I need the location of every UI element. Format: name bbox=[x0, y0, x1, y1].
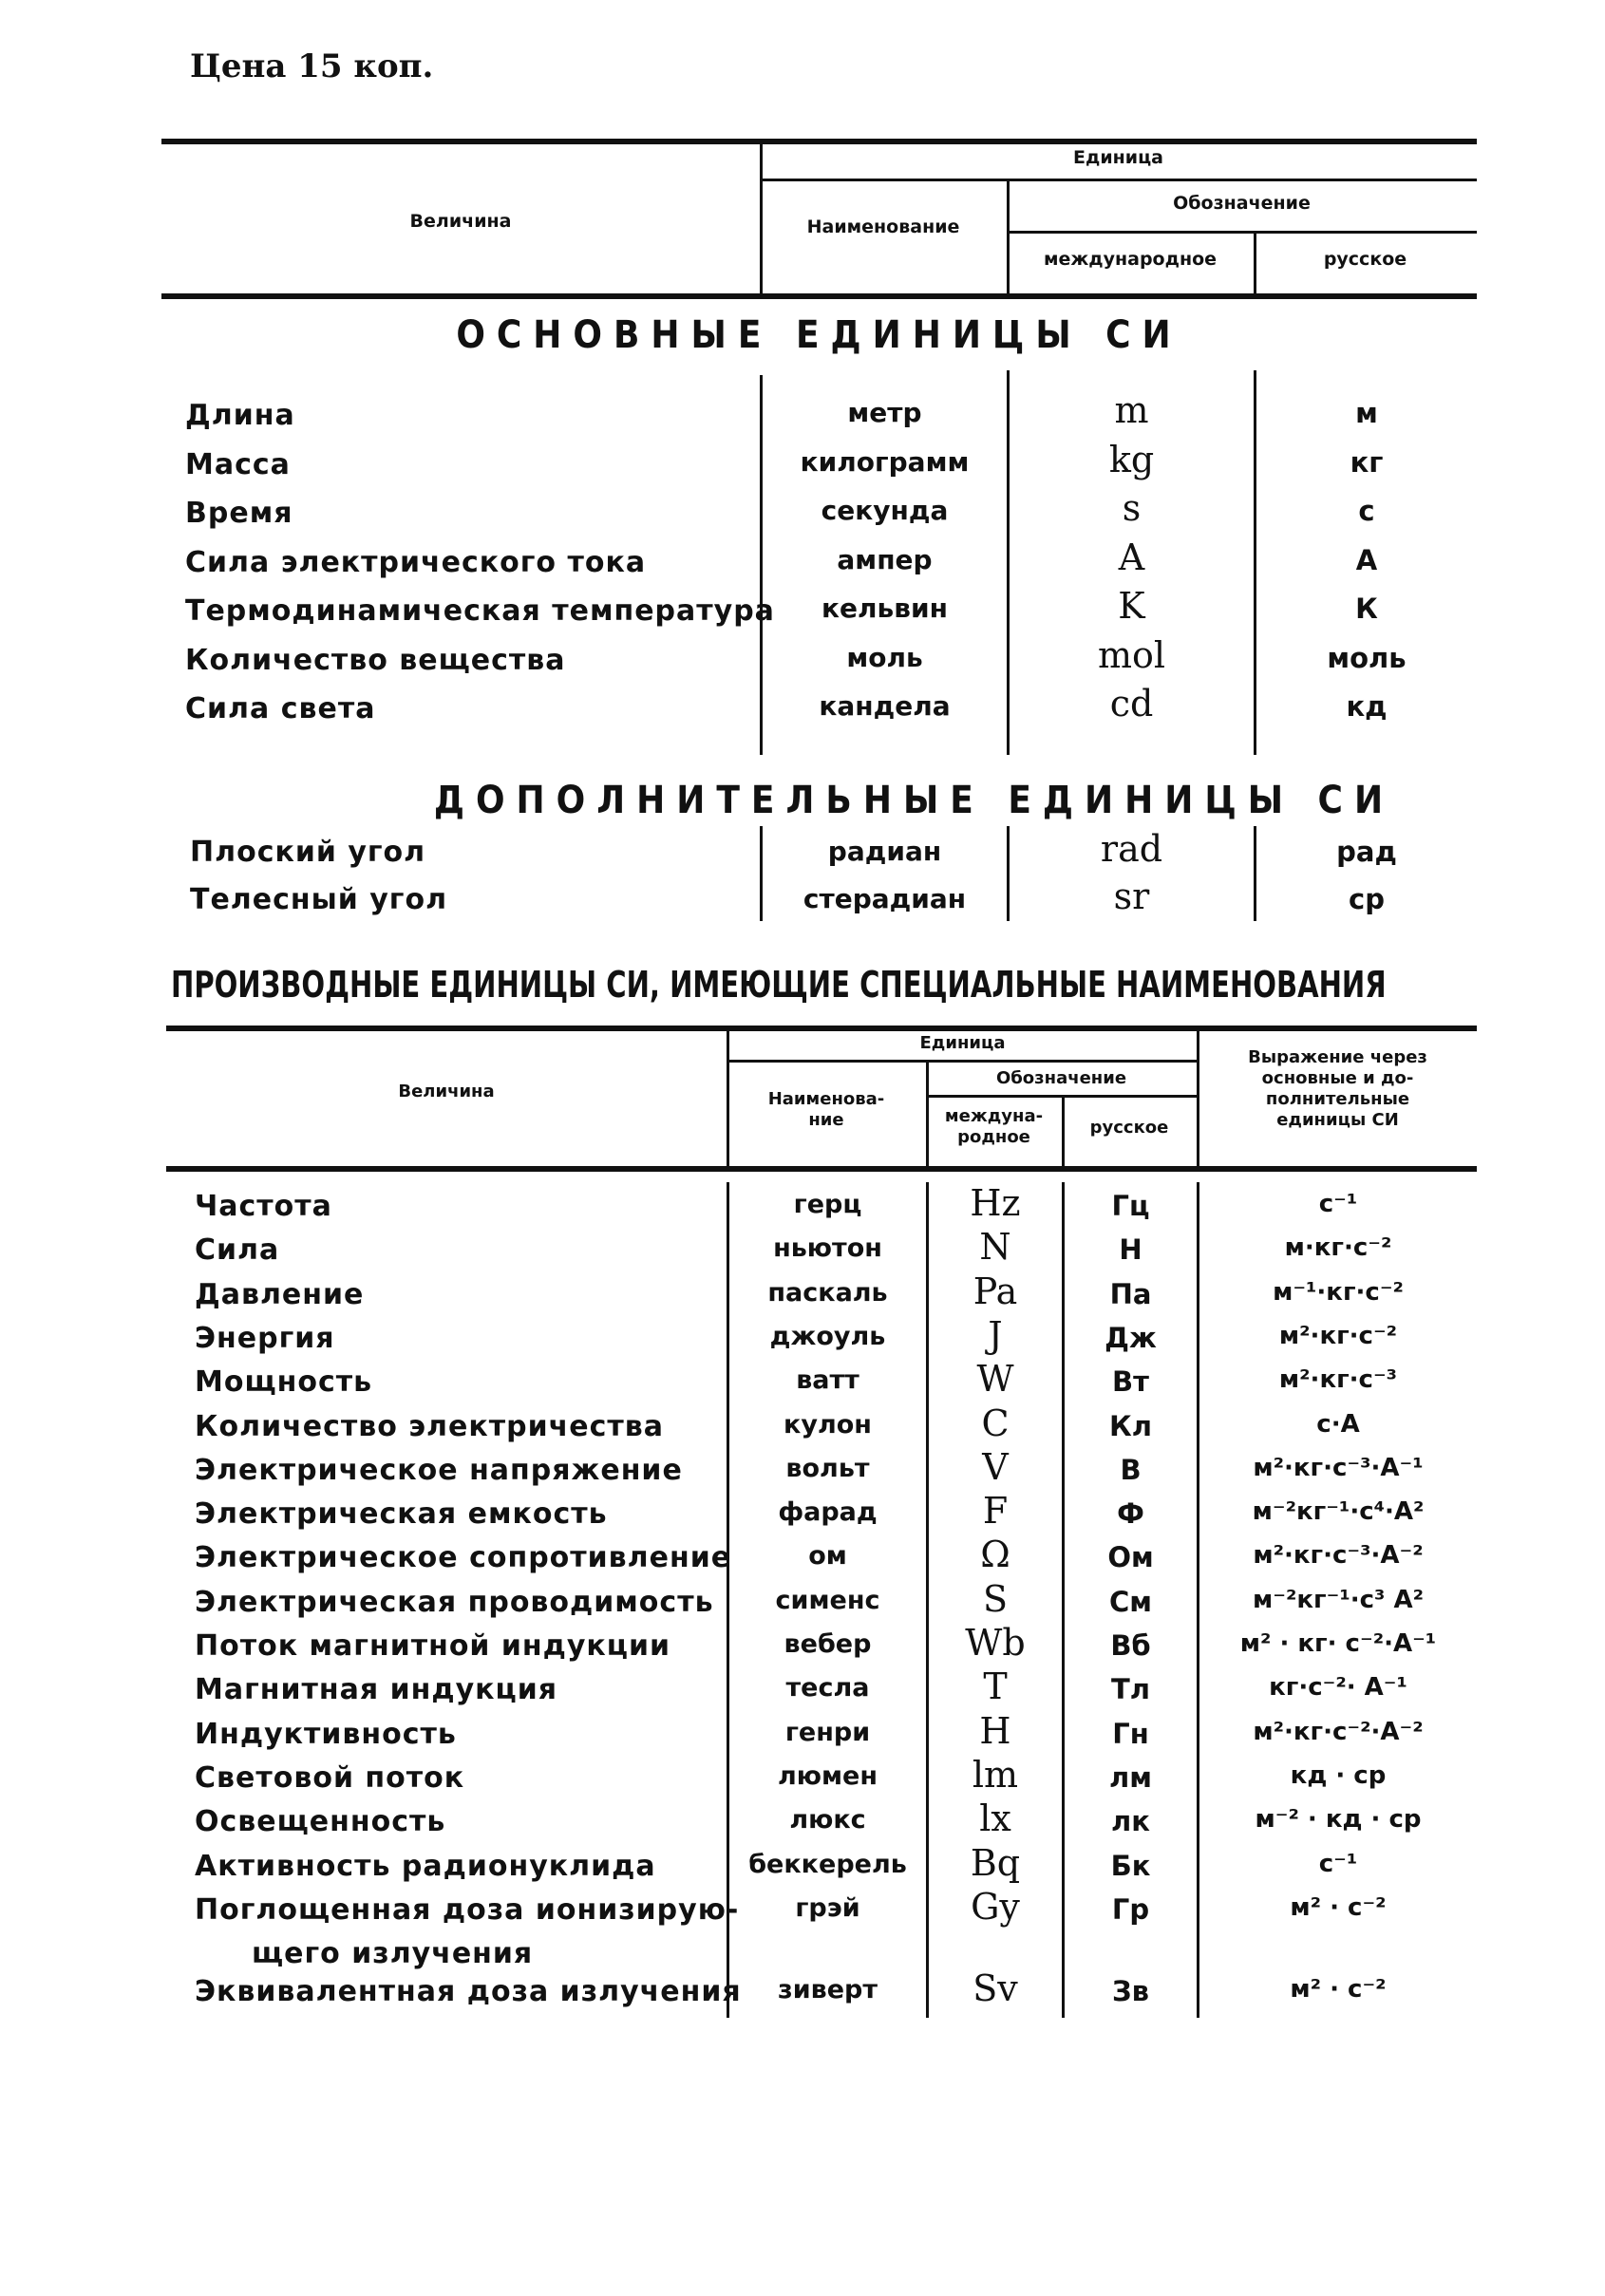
quantity-cell: Масса bbox=[185, 447, 291, 481]
intl-symbol-cell: s bbox=[1122, 487, 1142, 529]
unit-name-cell: килограмм bbox=[800, 445, 970, 478]
unit-name-cell: стерадиан bbox=[802, 883, 967, 914]
rus-symbol-cell: ср bbox=[1349, 883, 1385, 915]
expression-cell: м⁻²кг⁻¹·с³ А² bbox=[1253, 1585, 1424, 1614]
rus-symbol-cell: В bbox=[1120, 1453, 1142, 1486]
intl-symbol-cell: A bbox=[1118, 536, 1145, 578]
rus-symbol-cell: Вб bbox=[1110, 1629, 1151, 1662]
quantity-cell: Давление bbox=[195, 1277, 365, 1311]
t2-header-designation: Обозначение bbox=[995, 1068, 1127, 1088]
expression-cell: м⁻² · кд · ср bbox=[1255, 1805, 1422, 1835]
header-name: Наименование bbox=[806, 216, 960, 237]
rus-symbol-cell: моль bbox=[1327, 641, 1407, 674]
rus-symbol-cell: Вт bbox=[1112, 1365, 1149, 1399]
divider bbox=[760, 179, 1477, 181]
quantity-cell: Электрическая емкость bbox=[195, 1497, 608, 1532]
expression-cell: м²·кг·с⁻²·А⁻² bbox=[1253, 1717, 1424, 1746]
quantity-cell: Время bbox=[185, 497, 293, 530]
rus-symbol-cell: Гн bbox=[1112, 1717, 1149, 1750]
quantity-cell: Длина bbox=[185, 399, 295, 432]
rus-symbol-cell: Ом bbox=[1107, 1541, 1154, 1574]
unit-name-cell: беккерель bbox=[748, 1849, 907, 1879]
rus-symbol-cell: Па bbox=[1109, 1277, 1152, 1310]
t2-header-russian: русское bbox=[1089, 1118, 1169, 1138]
unit-name-cell: ом bbox=[808, 1541, 847, 1571]
expression-cell: м⁻¹·кг·с⁻² bbox=[1273, 1277, 1404, 1307]
unit-name-cell: кандела bbox=[819, 690, 951, 722]
quantity-cell: Электрическое сопротивление bbox=[195, 1541, 732, 1575]
expression-cell: м²·кг·с⁻³·А⁻¹ bbox=[1253, 1453, 1424, 1482]
intl-symbol-cell: Pa bbox=[972, 1270, 1018, 1312]
intl-symbol-cell: F bbox=[982, 1490, 1009, 1533]
intl-symbol-cell: J bbox=[988, 1313, 1003, 1356]
quantity-cell: Поглощенная доза ионизирую- bbox=[195, 1892, 740, 1927]
header-international: международное bbox=[1043, 249, 1218, 270]
expression-cell: кг·с⁻²· А⁻¹ bbox=[1269, 1673, 1407, 1703]
unit-name-cell: метр bbox=[847, 397, 922, 428]
quantity-cell: Сила электрического тока bbox=[185, 545, 647, 579]
intl-symbol-cell: cd bbox=[1109, 683, 1154, 725]
intl-symbol-cell: S bbox=[982, 1577, 1009, 1620]
intl-symbol-cell: C bbox=[981, 1402, 1010, 1444]
quantity-cell: Электрическая проводимость bbox=[195, 1585, 714, 1619]
price-label: Цена 15 коп. bbox=[190, 47, 434, 85]
quantity-cell: Количество вещества bbox=[185, 643, 566, 677]
expression-cell: м·кг·с⁻² bbox=[1284, 1233, 1392, 1263]
unit-name-cell: фарад bbox=[778, 1497, 878, 1528]
unit-name-cell: вебер bbox=[784, 1629, 872, 1659]
quantity-cell: Световой поток bbox=[195, 1760, 465, 1795]
unit-name-cell: зиверт bbox=[778, 1974, 878, 2004]
unit-name-cell: люмен bbox=[777, 1760, 878, 1791]
rus-symbol-cell: Ф bbox=[1117, 1497, 1144, 1531]
rus-symbol-cell: кд bbox=[1346, 690, 1388, 723]
t2-header-expr-l1: Выражение через bbox=[1248, 1047, 1427, 1067]
intl-symbol-cell: rad bbox=[1100, 828, 1163, 870]
expression-cell: кд · ср bbox=[1290, 1760, 1387, 1790]
rus-symbol-cell: м bbox=[1355, 397, 1378, 429]
intl-symbol-cell: K bbox=[1118, 585, 1145, 627]
t2-header-unit: Единица bbox=[919, 1033, 1006, 1053]
header-russian: русское bbox=[1323, 249, 1407, 270]
divider bbox=[1007, 231, 1477, 234]
divider bbox=[727, 1060, 1199, 1063]
intl-symbol-cell: m bbox=[1114, 389, 1149, 431]
unit-name-cell: ампер bbox=[837, 543, 933, 575]
intl-symbol-cell: Sv bbox=[972, 1967, 1018, 2009]
intl-symbol-cell: W bbox=[976, 1358, 1014, 1401]
intl-symbol-cell: Ω bbox=[980, 1534, 1010, 1576]
t2-header-intl-l2: родное bbox=[957, 1127, 1030, 1147]
rus-symbol-cell: Бк bbox=[1110, 1849, 1151, 1882]
t2-header-intl-l1: междуна- bbox=[944, 1106, 1044, 1126]
expression-cell: с·А bbox=[1316, 1409, 1360, 1439]
unit-name-cell: вольт bbox=[785, 1453, 870, 1483]
expression-cell: м² · кг· с⁻²·А⁻¹ bbox=[1239, 1629, 1437, 1658]
t2-header-expr-l3: полнительные bbox=[1265, 1089, 1410, 1109]
intl-symbol-cell: Bq bbox=[970, 1841, 1021, 1884]
rus-symbol-cell: Кл bbox=[1109, 1409, 1152, 1442]
intl-symbol-cell: mol bbox=[1097, 633, 1166, 676]
rus-symbol-cell: Гц bbox=[1111, 1190, 1150, 1222]
rus-symbol-cell: кг bbox=[1350, 445, 1384, 479]
rus-symbol-cell: См bbox=[1109, 1585, 1152, 1618]
intl-symbol-cell: Hz bbox=[970, 1182, 1021, 1224]
rus-symbol-cell: Н bbox=[1119, 1233, 1142, 1267]
rus-symbol-cell: Зв bbox=[1112, 1974, 1149, 2007]
quantity-cell: Частота bbox=[195, 1190, 332, 1223]
expression-cell: с⁻¹ bbox=[1318, 1190, 1358, 1218]
unit-name-cell: генри bbox=[784, 1717, 871, 1747]
rus-symbol-cell: А bbox=[1355, 543, 1378, 576]
header-unit: Единица bbox=[1073, 147, 1163, 168]
rus-symbol-cell: рад bbox=[1336, 836, 1397, 868]
rus-symbol-cell: Дж bbox=[1105, 1321, 1157, 1354]
quantity-cell: Мощность bbox=[195, 1365, 373, 1400]
intl-symbol-cell: sr bbox=[1113, 875, 1150, 917]
expression-cell: м⁻²кг⁻¹·с⁴·А² bbox=[1252, 1497, 1425, 1527]
expression-cell: м²·кг·с⁻³ bbox=[1278, 1365, 1398, 1395]
rus-symbol-cell: с bbox=[1358, 495, 1375, 527]
unit-name-cell: моль bbox=[846, 641, 923, 673]
quantity-cell: Поток магнитной индукции bbox=[195, 1629, 671, 1663]
intl-symbol-cell: lm bbox=[972, 1753, 1019, 1796]
rus-symbol-cell: Гр bbox=[1111, 1892, 1150, 1926]
table1-header-bottom-rule bbox=[161, 293, 1477, 299]
header-quantity: Величина bbox=[409, 211, 512, 232]
expression-cell: м² · с⁻² bbox=[1290, 1892, 1387, 1922]
quantity-cell: Освещенность bbox=[195, 1805, 446, 1839]
divider bbox=[926, 1095, 1197, 1098]
t2-header-quantity: Величина bbox=[398, 1082, 495, 1101]
table2-top-rule bbox=[166, 1026, 1477, 1031]
table1-top-rule bbox=[161, 139, 1477, 144]
unit-name-cell: сименс bbox=[775, 1585, 880, 1615]
unit-name-cell: грэй bbox=[795, 1892, 860, 1923]
quantity-cell: Количество электричества bbox=[195, 1409, 664, 1443]
unit-name-cell: паскаль bbox=[767, 1277, 888, 1308]
unit-name-cell: тесла bbox=[785, 1673, 870, 1703]
section-supp-title: ДОПОЛНИТЕЛЬНЫЕ ЕДИНИЦЫ СИ bbox=[433, 779, 1395, 822]
intl-symbol-cell: Gy bbox=[971, 1885, 1020, 1928]
unit-name-cell: ватт bbox=[796, 1365, 859, 1396]
quantity-cell: Сила света bbox=[185, 692, 376, 725]
unit-name-cell: люкс bbox=[789, 1805, 866, 1835]
quantity-cell: Эквивалентная доза излучения bbox=[195, 1974, 742, 2008]
quantity-cell: Сила bbox=[195, 1233, 280, 1268]
intl-symbol-cell: T bbox=[983, 1666, 1008, 1708]
unit-name-cell: кельвин bbox=[821, 593, 948, 624]
quantity-cell: Телесный угол bbox=[190, 883, 448, 916]
rus-symbol-cell: лм bbox=[1109, 1760, 1152, 1794]
table2-header-bottom-rule bbox=[166, 1166, 1477, 1172]
intl-symbol-cell: V bbox=[982, 1445, 1009, 1488]
unit-name-cell: кулон bbox=[784, 1409, 872, 1440]
intl-symbol-cell: kg bbox=[1108, 438, 1155, 480]
quantity-cell-continued: щего излучения bbox=[252, 1936, 534, 1970]
rus-symbol-cell: К bbox=[1355, 593, 1378, 625]
expression-cell: с⁻¹ bbox=[1318, 1849, 1358, 1878]
rus-symbol-cell: лк bbox=[1111, 1805, 1150, 1838]
section-base-title: ОСНОВНЫЕ ЕДИНИЦЫ СИ bbox=[456, 313, 1182, 357]
intl-symbol-cell: lx bbox=[979, 1797, 1011, 1840]
intl-symbol-cell: Wb bbox=[965, 1622, 1026, 1664]
header-designation: Обозначение bbox=[1173, 193, 1311, 214]
unit-name-cell: джоуль bbox=[769, 1321, 886, 1351]
intl-symbol-cell: N bbox=[979, 1226, 1011, 1269]
t2-header-expr-l2: основные и до- bbox=[1261, 1068, 1414, 1088]
quantity-cell: Плоский угол bbox=[190, 836, 426, 869]
quantity-cell: Термодинамическая температура bbox=[185, 594, 775, 628]
unit-name-cell: секунда bbox=[821, 495, 949, 526]
t2-header-name-l2: ние bbox=[808, 1110, 844, 1130]
unit-name-cell: радиан bbox=[827, 836, 942, 867]
quantity-cell: Индуктивность bbox=[195, 1717, 457, 1751]
expression-cell: м² · с⁻² bbox=[1290, 1974, 1387, 2004]
unit-name-cell: ньютон bbox=[773, 1233, 882, 1264]
intl-symbol-cell: H bbox=[979, 1709, 1011, 1752]
expression-cell: м²·кг·с⁻² bbox=[1278, 1321, 1398, 1350]
expression-cell: м²·кг·с⁻³·А⁻² bbox=[1253, 1541, 1424, 1571]
unit-name-cell: герц bbox=[793, 1190, 862, 1219]
t2-header-name-l1: Наименова- bbox=[767, 1089, 885, 1109]
quantity-cell: Активность радионуклида bbox=[195, 1849, 656, 1883]
t2-header-expr-l4: единицы СИ bbox=[1276, 1110, 1399, 1130]
derived-title: ПРОИЗВОДНЫЕ ЕДИНИЦЫ СИ, ИМЕЮЩИЕ СПЕЦИАЛЬНЫЕ НАИМЕНОВАНИЯ bbox=[171, 964, 1387, 1006]
quantity-cell: Электрическое напряжение bbox=[195, 1453, 683, 1487]
quantity-cell: Энергия bbox=[195, 1321, 335, 1355]
rus-symbol-cell: Тл bbox=[1110, 1673, 1151, 1706]
quantity-cell: Магнитная индукция bbox=[195, 1673, 557, 1707]
